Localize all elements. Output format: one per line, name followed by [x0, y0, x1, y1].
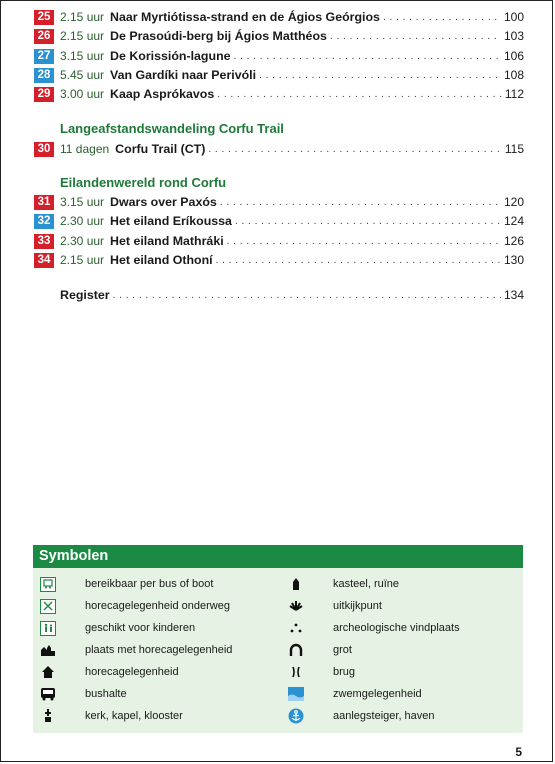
route-page: 108 — [503, 68, 524, 83]
bus-stop-icon — [39, 686, 57, 702]
route-number-badge: 34 — [34, 253, 54, 268]
toc-entry[interactable] — [34, 212, 524, 231]
symbol-label: horecagelegenheid — [85, 666, 179, 678]
archaeology-icon — [287, 620, 305, 636]
restaurant-route-icon — [39, 598, 57, 614]
toc-entry[interactable] — [34, 251, 524, 270]
bridge-icon — [287, 664, 305, 680]
register-page: 134 — [503, 288, 524, 303]
castle-icon — [287, 576, 305, 592]
cave-icon — [287, 642, 305, 658]
route-page: 126 — [503, 233, 524, 248]
route-title: Corfu Trail (CT) — [115, 141, 206, 156]
route-duration: 3.15 uur — [60, 48, 105, 63]
dot-leader — [217, 85, 502, 104]
symbol-label: zwemgelegenheid — [333, 688, 422, 700]
route-number-badge: 27 — [34, 49, 54, 64]
symbol-label: bereikbaar per bus of boot — [85, 578, 214, 590]
route-page: 120 — [503, 194, 524, 209]
symbol-row — [287, 706, 435, 726]
symbol-label: brug — [333, 666, 356, 678]
symbol-row — [287, 596, 382, 616]
route-duration: 2.15 uur — [60, 10, 105, 25]
route-number-badge: 26 — [34, 29, 54, 44]
register-title: Register — [60, 288, 110, 303]
route-title: Het eiland Mathráki — [110, 233, 224, 248]
dot-leader — [330, 27, 501, 46]
section-heading-trail: Langeafstandswandeling Corfu Trail — [60, 121, 284, 137]
route-page: 103 — [503, 29, 524, 44]
section-heading-islands: Eilandenwereld rond Corfu — [60, 174, 227, 190]
symbol-row — [39, 596, 230, 616]
route-page: 106 — [503, 48, 524, 63]
toc-entry[interactable] — [34, 66, 524, 85]
symbol-label: bushalte — [85, 688, 127, 700]
route-number-badge: 33 — [34, 234, 54, 249]
symbol-label: geschikt voor kinderen — [85, 622, 196, 634]
symbol-row — [287, 662, 355, 682]
church-icon — [39, 708, 57, 724]
house-icon — [39, 664, 57, 680]
symbol-label: archeologische vindplaats — [333, 622, 460, 634]
anchor-icon — [287, 708, 305, 724]
dot-leader — [259, 66, 501, 85]
symbol-row — [39, 640, 232, 660]
symbol-label: grot — [333, 644, 352, 656]
symbol-row — [287, 684, 422, 704]
symbol-row — [287, 574, 399, 594]
route-title: Kaap Asprókavos — [110, 87, 215, 102]
symbol-label: plaats met horecagelegenheid — [85, 644, 233, 656]
dot-leader — [234, 47, 501, 66]
table-of-contents — [34, 8, 524, 305]
route-page: 130 — [503, 252, 524, 267]
route-number-badge: 29 — [34, 87, 54, 102]
symbol-row — [39, 706, 183, 726]
symbol-label: horecagelegenheid onderweg — [85, 600, 230, 612]
symbol-row — [287, 618, 460, 638]
route-duration: 5.45 uur — [60, 68, 105, 83]
toc-entry[interactable] — [34, 193, 524, 212]
children-icon — [39, 620, 57, 636]
route-duration: 2.15 uur — [60, 29, 105, 44]
swimming-icon — [287, 686, 305, 702]
symbol-label: kasteel, ruïne — [333, 578, 400, 590]
route-number-badge: 28 — [34, 68, 54, 83]
route-title: Naar Myrtiótissa-strand en de Ágios Geórgios — [110, 10, 380, 25]
route-title: Van Gardíki naar Perivóli — [110, 68, 257, 83]
toc-entry[interactable] — [34, 27, 524, 46]
route-page: 100 — [503, 10, 524, 25]
route-title: Het eiland Othoní — [110, 252, 213, 267]
route-title: De Prasoúdi-berg bij Ágios Matthéos — [110, 29, 327, 44]
symbol-row — [39, 662, 179, 682]
route-page: 112 — [504, 87, 524, 102]
route-duration: 3.15 uur — [60, 194, 105, 209]
symbol-row — [39, 574, 213, 594]
symbol-label: kerk, kapel, klooster — [85, 710, 183, 722]
symbol-label: uitkijkpunt — [333, 600, 382, 612]
symbols-legend — [33, 545, 523, 733]
route-duration: 2.30 uur — [60, 233, 105, 248]
toc-entry[interactable] — [34, 8, 524, 27]
dot-leader — [113, 286, 501, 305]
route-duration: 3.00 uur — [60, 87, 105, 102]
page-number: 5 — [515, 745, 522, 759]
dot-leader — [220, 193, 501, 212]
route-number-badge: 32 — [34, 214, 54, 229]
route-number-badge: 30 — [34, 142, 54, 157]
toc-entry[interactable] — [34, 139, 524, 158]
village-icon — [39, 642, 57, 658]
toc-entry[interactable] — [34, 231, 524, 250]
symbol-row — [39, 684, 127, 704]
register-entry[interactable] — [34, 286, 524, 305]
symbol-row — [287, 640, 352, 660]
dot-leader — [383, 8, 501, 27]
route-title: De Korissión-lagune — [110, 48, 231, 63]
symbol-row — [39, 618, 195, 638]
bus-boat-icon — [39, 576, 57, 592]
route-page: 115 — [504, 141, 524, 156]
route-number-badge: 31 — [34, 195, 54, 210]
dot-leader — [227, 232, 501, 251]
symbols-heading: Symbolen — [33, 545, 523, 568]
dot-leader — [208, 140, 502, 159]
route-duration: 2.15 uur — [60, 252, 105, 267]
route-number-badge: 25 — [34, 10, 54, 25]
dot-leader — [235, 212, 501, 231]
toc-entry[interactable] — [34, 85, 524, 104]
toc-entry[interactable] — [34, 47, 524, 66]
symbols-grid — [33, 568, 523, 733]
route-title: Dwars over Paxós — [110, 194, 217, 209]
dot-leader — [216, 251, 501, 270]
route-duration: 2.30 uur — [60, 214, 105, 229]
route-duration: 11 dagen — [60, 141, 110, 156]
route-page: 124 — [503, 214, 524, 229]
symbol-label: aanlegsteiger, haven — [333, 710, 435, 722]
route-title: Het eiland Eríkoussa — [110, 214, 232, 229]
viewpoint-icon — [287, 598, 305, 614]
